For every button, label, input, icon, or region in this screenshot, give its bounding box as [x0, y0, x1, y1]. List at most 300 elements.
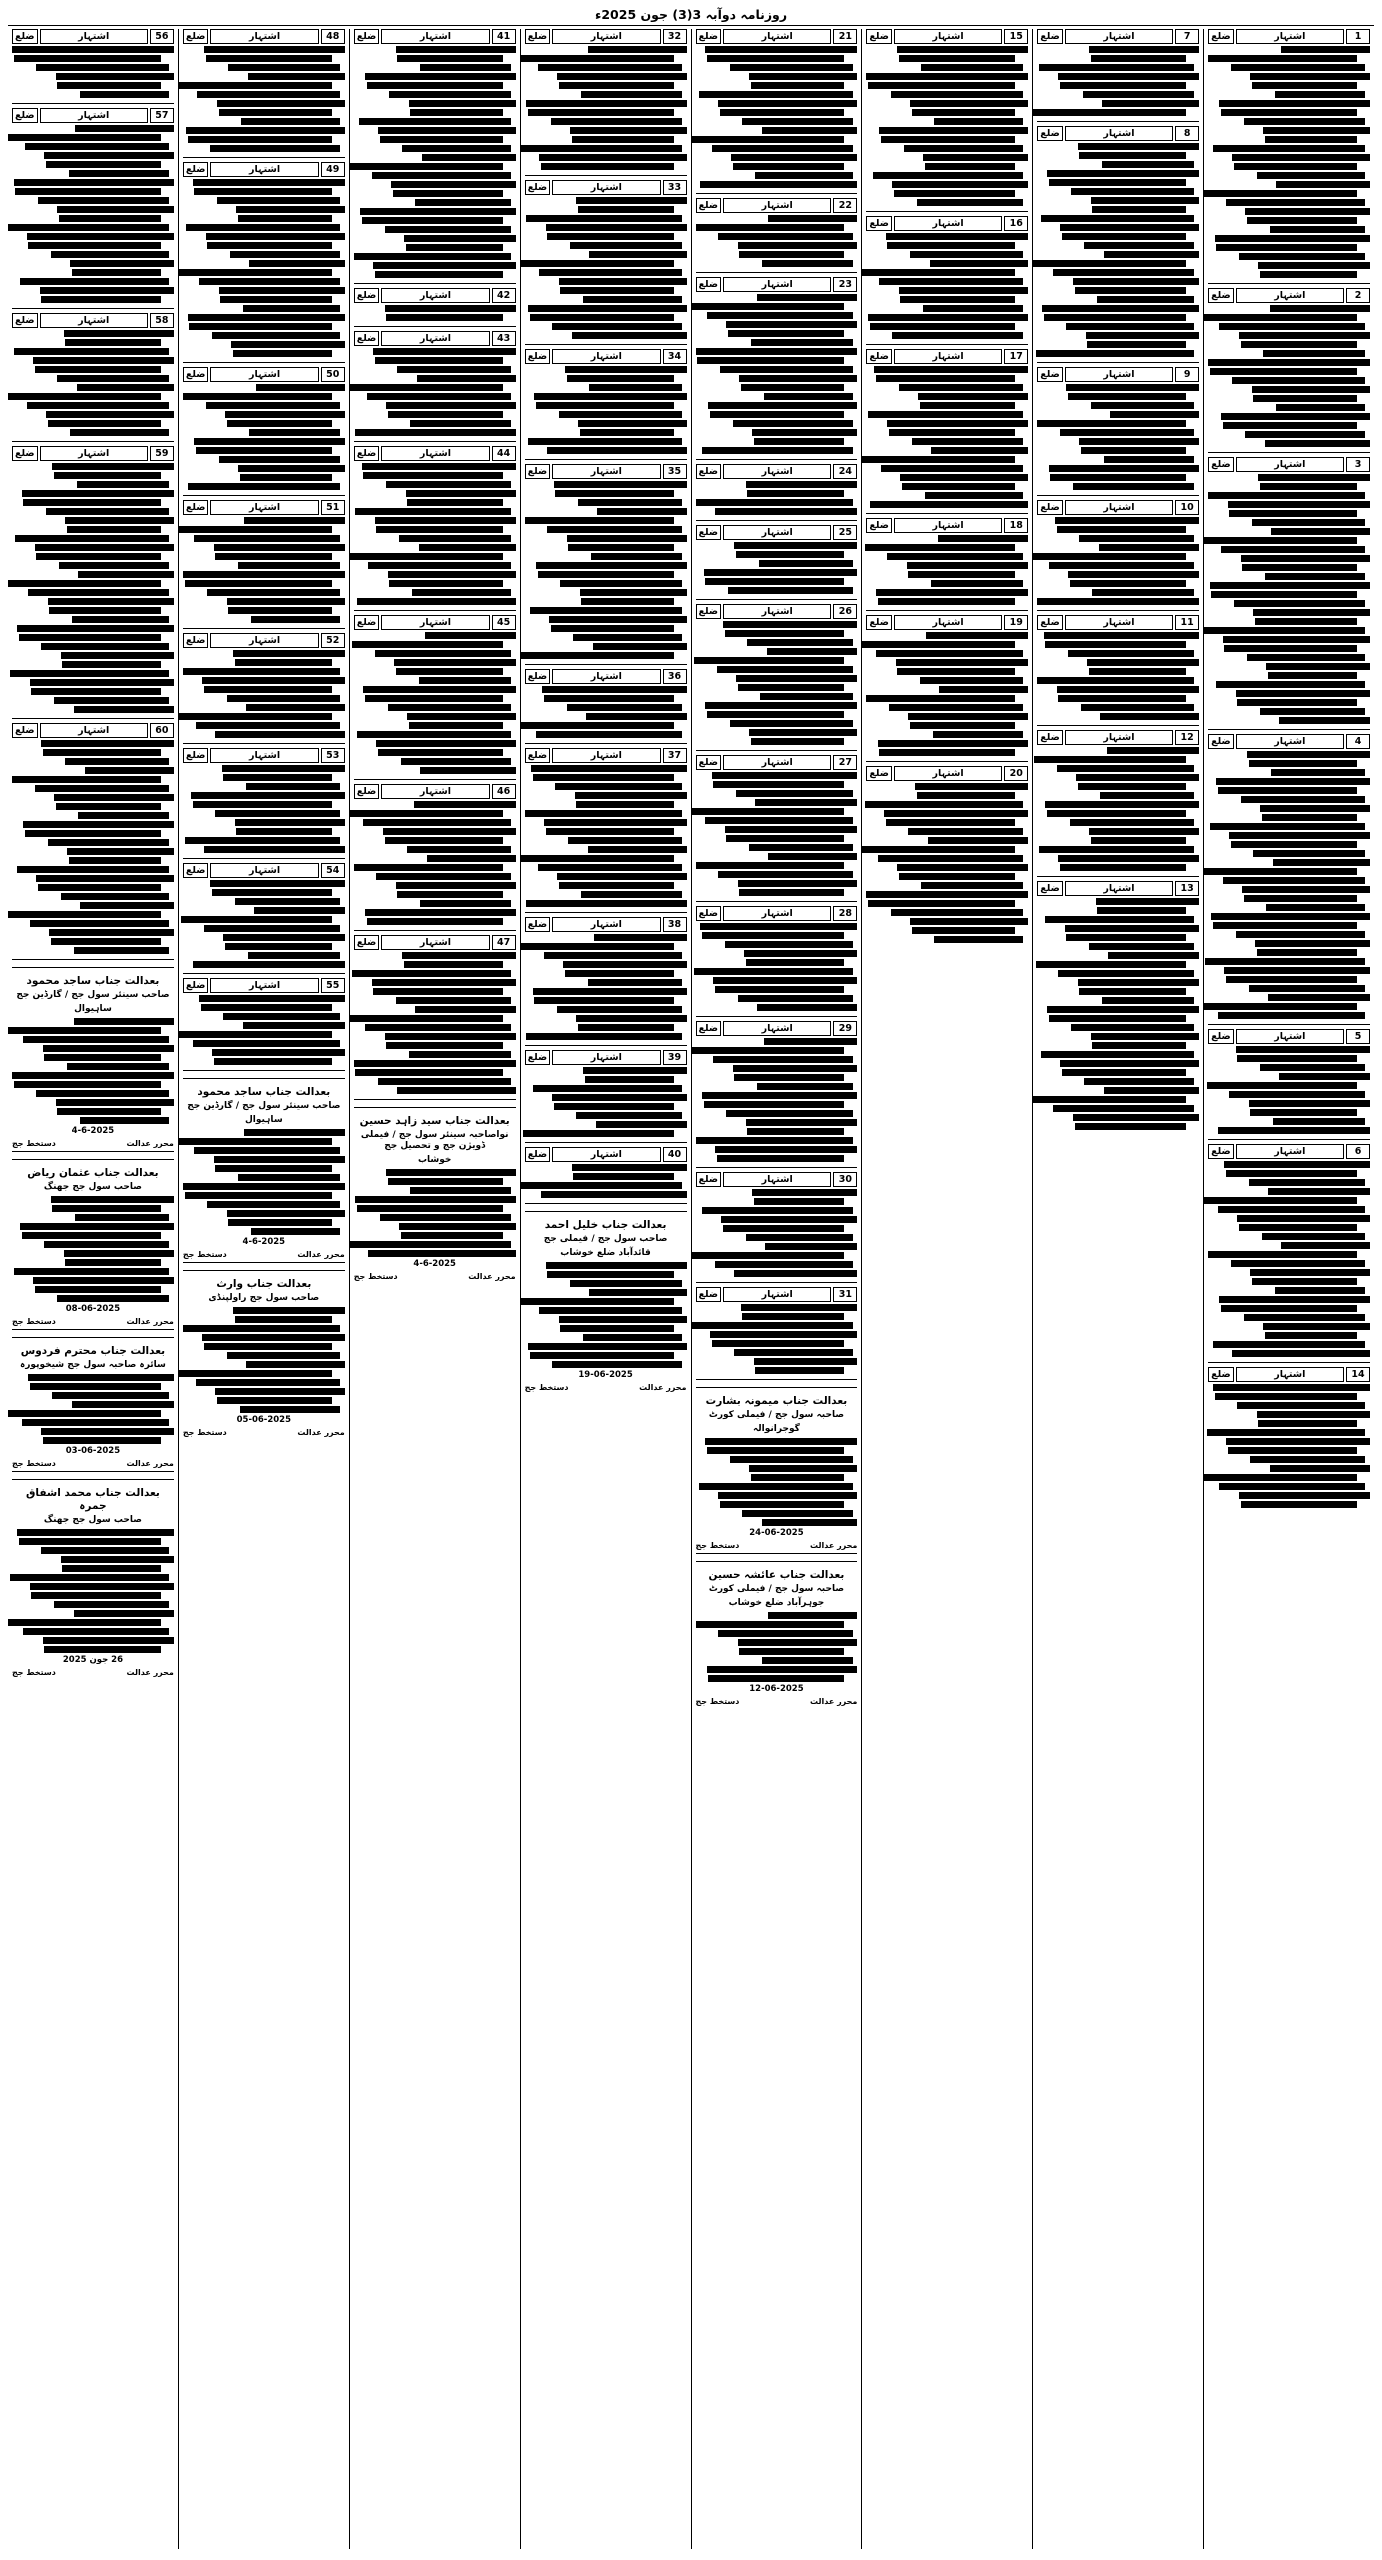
- notice-title: اشتہار: [894, 29, 1002, 44]
- redaction-bar: [215, 553, 332, 560]
- redaction-bar: [43, 1637, 174, 1644]
- notice-title: اشتہار: [723, 198, 831, 213]
- redaction-bar: [235, 898, 340, 905]
- redaction-bar: [1049, 1015, 1187, 1022]
- redaction-bar: [235, 819, 345, 826]
- redaction-bar: [49, 607, 161, 614]
- redaction-bar: [214, 1156, 345, 1163]
- redaction-bar: [222, 765, 345, 772]
- redaction-bar: [520, 1298, 674, 1305]
- notice-body: [525, 1262, 687, 1368]
- redaction-bar: [1221, 109, 1357, 116]
- redaction-bar: [1211, 913, 1370, 920]
- redaction-bar: [14, 1081, 161, 1088]
- redaction-bar: [596, 1121, 687, 1128]
- redaction-bar: [206, 402, 340, 409]
- notice-body: [696, 294, 858, 454]
- notice-number: 29: [833, 1021, 857, 1036]
- redaction-bar: [736, 551, 844, 558]
- redaction-bar: [1071, 188, 1194, 195]
- redaction-bar: [1245, 431, 1365, 438]
- redaction-bar: [1208, 1251, 1357, 1258]
- redaction-bar: [1047, 1006, 1199, 1013]
- redaction-bar: [736, 675, 857, 682]
- redaction-bar: [1032, 109, 1186, 116]
- redaction-bar: [1244, 118, 1365, 125]
- redaction-bar: [923, 154, 1028, 161]
- redaction-bar: [1078, 783, 1186, 790]
- notice-title: اشتہار: [40, 723, 148, 738]
- notice-title: اشتہار: [723, 1021, 831, 1036]
- redaction-bar: [1265, 573, 1365, 580]
- redaction-bar: [56, 1099, 174, 1106]
- notice-header: [1037, 126, 1199, 141]
- notice-header: [866, 766, 1028, 781]
- redaction-bar: [1081, 704, 1194, 711]
- redaction-bar: [1216, 244, 1357, 251]
- redaction-bar: [718, 1492, 857, 1499]
- redaction-bar: [1207, 1082, 1358, 1089]
- redaction-bar: [386, 402, 516, 409]
- redaction-bar: [56, 803, 161, 810]
- redaction-bar: [1224, 967, 1370, 974]
- redaction-bar: [1262, 814, 1358, 821]
- notice-body: [12, 463, 174, 713]
- court-judge-signature: دستخط جج: [695, 1697, 740, 1706]
- redaction-bar: [741, 1304, 858, 1311]
- notice-block: [1208, 1029, 1370, 1140]
- notice-number: 22: [833, 198, 857, 213]
- redaction-bar: [185, 837, 340, 844]
- notice-body: [183, 650, 345, 738]
- redaction-bar: [417, 375, 516, 382]
- redaction-bar: [1228, 501, 1370, 508]
- redaction-bar: [1242, 564, 1357, 571]
- redaction-bar: [397, 366, 510, 373]
- redaction-bar: [1037, 677, 1194, 684]
- notice-title: اشتہار: [40, 313, 148, 328]
- redaction-bar: [718, 233, 852, 240]
- notice-number: 13: [1175, 881, 1199, 896]
- masthead-title: روزنامہ دوآبہ 3(3) جون 2025ء: [8, 6, 1374, 26]
- notice-body: [183, 46, 345, 152]
- redaction-bar: [15, 188, 161, 195]
- redaction-bar: [749, 73, 857, 80]
- redaction-bar: [1273, 859, 1370, 866]
- redaction-bar: [725, 826, 858, 833]
- redaction-bar: [1044, 632, 1199, 639]
- redaction-bar: [547, 447, 686, 454]
- notice-header: [696, 906, 858, 921]
- notice-body: [696, 1612, 858, 1682]
- redaction-bar: [380, 136, 503, 143]
- notice-title: اشتہار: [552, 1050, 660, 1065]
- redaction-bar: [918, 393, 1028, 400]
- notice-block: [1208, 734, 1370, 1025]
- notice-header: [354, 446, 516, 461]
- redaction-bar: [8, 580, 161, 587]
- court-clerk-signature: محرر عدالت: [126, 1139, 174, 1148]
- redaction-bar: [386, 1042, 503, 1049]
- notice-body: [525, 686, 687, 738]
- redaction-bar: [1039, 64, 1194, 71]
- notice-body: [354, 46, 516, 278]
- court-clerk-signature: محرر عدالت: [126, 1459, 174, 1468]
- redaction-bar: [1060, 224, 1199, 231]
- notice-header: [12, 313, 174, 328]
- notice-body: [696, 481, 858, 515]
- redaction-bar: [74, 1018, 174, 1025]
- redaction-bar: [185, 1192, 332, 1199]
- redaction-bar: [762, 1657, 853, 1664]
- redaction-bar: [912, 109, 1016, 116]
- notice-block: [1037, 126, 1199, 363]
- redaction-bar: [80, 902, 174, 909]
- notice-number: 9: [1175, 367, 1199, 382]
- redaction-bar: [581, 891, 681, 898]
- redaction-bar: [1223, 636, 1370, 643]
- redaction-bar: [1079, 988, 1186, 995]
- redaction-bar: [19, 1538, 161, 1545]
- redaction-bar: [1203, 314, 1357, 321]
- notice-number: 41: [492, 29, 516, 44]
- redaction-bar: [878, 740, 1029, 747]
- redaction-bar: [75, 1214, 169, 1221]
- redaction-bar: [388, 704, 511, 711]
- redaction-bar: [186, 127, 345, 134]
- court-judge-signature: دستخط جج: [12, 1668, 56, 1677]
- redaction-bar: [1266, 904, 1365, 911]
- redaction-bar: [52, 1392, 169, 1399]
- redaction-bar: [1247, 654, 1365, 661]
- redaction-bar: [730, 64, 853, 71]
- notice-block: [525, 748, 687, 913]
- redaction-bar: [235, 659, 332, 666]
- court-clerk-signature: محرر عدالت: [126, 1668, 174, 1677]
- redaction-bar: [238, 562, 340, 569]
- redaction-bar: [696, 499, 853, 506]
- notice-block: [183, 978, 345, 1071]
- redaction-bar: [376, 740, 515, 747]
- court-clerk-signature: محرر عدالت: [639, 1383, 687, 1392]
- redaction-bar: [560, 287, 673, 294]
- redaction-bar: [1271, 769, 1365, 776]
- notice-district: ضلع: [696, 1021, 722, 1036]
- redaction-bar: [879, 278, 1023, 285]
- notice-district: ضلع: [1208, 288, 1234, 303]
- notice-body: [183, 765, 345, 853]
- notice-body: [696, 1304, 858, 1374]
- redaction-bar: [541, 163, 674, 170]
- notice-title: اشتہار: [552, 180, 660, 195]
- notice-header: [12, 723, 174, 738]
- redaction-bar: [20, 1223, 174, 1230]
- redaction-bar: [699, 1483, 853, 1490]
- redaction-bar: [409, 1051, 511, 1058]
- redaction-bar: [1273, 1118, 1365, 1125]
- notice-block: [1037, 881, 1199, 1135]
- redaction-bar: [57, 1108, 161, 1115]
- notice-district: ضلع: [866, 518, 892, 533]
- notice-block: [525, 917, 687, 1046]
- redaction-bar: [375, 650, 511, 657]
- notice-header: [12, 29, 174, 44]
- redaction-bar: [206, 55, 332, 62]
- redaction-bar: [36, 1090, 169, 1097]
- court-location: قائدآباد ضلع خوشاب: [560, 1248, 651, 1258]
- redaction-bar: [1102, 100, 1199, 107]
- notice-district: ضلع: [12, 29, 38, 44]
- redaction-bar: [749, 729, 857, 736]
- redaction-bar: [691, 808, 845, 815]
- redaction-bar: [236, 828, 332, 835]
- redaction-bar: [697, 357, 844, 364]
- notice-block: [525, 1147, 687, 1204]
- redaction-bar: [23, 1628, 169, 1635]
- redaction-bar: [1262, 1233, 1366, 1240]
- redaction-bar: [193, 1040, 340, 1047]
- redaction-bar: [378, 1078, 511, 1085]
- redaction-bar: [1249, 1179, 1366, 1186]
- redaction-bar: [30, 1583, 174, 1590]
- redaction-bar: [878, 855, 1024, 862]
- notice-header: [525, 180, 687, 195]
- redaction-bar: [1037, 598, 1199, 605]
- redaction-bar: [1060, 429, 1194, 436]
- redaction-bar: [407, 499, 503, 506]
- notice-number: 4: [1346, 734, 1370, 749]
- redaction-bar: [1221, 546, 1365, 553]
- notice-block: [12, 723, 174, 960]
- redaction-bar: [185, 580, 332, 587]
- columns-container: [8, 29, 1374, 2549]
- redaction-bar: [362, 463, 516, 470]
- redaction-bar: [1234, 163, 1357, 170]
- redaction-bar: [567, 535, 687, 542]
- redaction-bar: [528, 1343, 687, 1350]
- redaction-bar: [23, 499, 161, 506]
- redaction-bar: [1092, 1042, 1186, 1049]
- notice-number: 5: [1346, 1029, 1370, 1044]
- redaction-bar: [1231, 64, 1365, 71]
- redaction-bar: [1219, 100, 1370, 107]
- redaction-bar: [28, 589, 169, 596]
- redaction-bar: [1096, 898, 1200, 905]
- redaction-bar: [67, 848, 174, 855]
- redaction-bar: [1049, 465, 1200, 472]
- court-date: 05-06-2025: [236, 1415, 291, 1425]
- notice-body: [183, 995, 345, 1065]
- notice-district: ضلع: [525, 1050, 551, 1065]
- notice-body: [354, 632, 516, 774]
- court-location: جوہرآباد ضلع خوشاب: [728, 1598, 825, 1608]
- notice-body: [183, 384, 345, 490]
- notice-body: [696, 923, 858, 1011]
- redaction-bar: [544, 819, 686, 826]
- redaction-bar: [1260, 708, 1365, 715]
- redaction-bar: [365, 1024, 511, 1031]
- redaction-bar: [907, 562, 1028, 569]
- notice-body: [525, 934, 687, 1040]
- notice-header: [1037, 730, 1199, 745]
- notice-body: [696, 1189, 858, 1277]
- notice-block: [696, 1172, 858, 1283]
- redaction-bar: [244, 1129, 344, 1136]
- redaction-bar: [178, 1370, 332, 1377]
- redaction-bar: [746, 481, 858, 488]
- notice-district: ضلع: [354, 784, 380, 799]
- redaction-bar: [694, 657, 845, 664]
- court-location: گوجرانوالہ: [753, 1424, 800, 1434]
- redaction-bar: [1219, 1296, 1370, 1303]
- redaction-bar: [920, 677, 1024, 684]
- court-judge-signature: دستخط جج: [695, 1541, 740, 1550]
- notice-body: [525, 197, 687, 339]
- notice-body: [866, 46, 1028, 206]
- redaction-bar: [363, 819, 510, 826]
- notice-body: [1037, 143, 1199, 357]
- redaction-bar: [908, 571, 1015, 578]
- redaction-bar: [707, 55, 845, 62]
- redaction-bar: [1247, 217, 1357, 224]
- redaction-bar: [64, 1250, 174, 1257]
- notice-block: [1037, 730, 1199, 877]
- redaction-bar: [691, 136, 845, 143]
- redaction-bar: [1091, 55, 1187, 62]
- redaction-bar: [396, 997, 511, 1004]
- redaction-bar: [48, 420, 161, 427]
- notice-district: ضلع: [354, 29, 380, 44]
- redaction-bar: [196, 447, 332, 454]
- redaction-bar: [1229, 832, 1370, 839]
- redaction-bar: [931, 580, 1023, 587]
- redaction-bar: [376, 526, 502, 533]
- notice-block: [525, 180, 687, 345]
- redaction-bar: [1218, 1206, 1365, 1213]
- notice-number: 54: [321, 863, 345, 878]
- redaction-bar: [1091, 402, 1195, 409]
- redaction-bar: [1215, 235, 1370, 242]
- notice-block: [696, 906, 858, 1017]
- redaction-bar: [902, 483, 1015, 490]
- notice-header: [12, 446, 174, 461]
- redaction-bar: [357, 1205, 503, 1212]
- redaction-bar: [738, 880, 858, 887]
- redaction-bar: [1068, 571, 1199, 578]
- redaction-bar: [30, 1383, 161, 1390]
- redaction-bar: [1276, 404, 1365, 411]
- redaction-bar: [533, 1085, 682, 1092]
- redaction-bar: [1081, 447, 1186, 454]
- redaction-bar: [78, 812, 169, 819]
- redaction-bar: [376, 873, 510, 880]
- redaction-bar: [1213, 1341, 1365, 1348]
- redaction-bar: [762, 260, 853, 267]
- redaction-bar: [1086, 332, 1199, 339]
- redaction-bar: [1203, 190, 1357, 197]
- redaction-bar: [227, 1352, 340, 1359]
- redaction-bar: [373, 348, 515, 355]
- redaction-bar: [586, 713, 686, 720]
- notice-header: [1037, 881, 1199, 896]
- notice-body: [12, 1196, 174, 1302]
- redaction-bar: [75, 125, 174, 132]
- redaction-bar: [533, 774, 674, 781]
- redaction-bar: [367, 393, 511, 400]
- redaction-bar: [217, 100, 345, 107]
- redaction-bar: [196, 1379, 340, 1386]
- notice-title: اشتہار: [381, 784, 489, 799]
- redaction-bar: [1203, 537, 1357, 544]
- redaction-bar: [725, 941, 853, 948]
- redaction-bar: [373, 988, 503, 995]
- redaction-bar: [546, 828, 674, 835]
- notice-block: [354, 29, 516, 284]
- redaction-bar: [54, 697, 169, 704]
- redaction-bar: [228, 1219, 332, 1226]
- redaction-bar: [861, 269, 1015, 276]
- redaction-bar: [410, 1187, 510, 1194]
- notice-body: [12, 125, 174, 303]
- notice-district: ضلع: [866, 349, 892, 364]
- notice-district: ضلع: [183, 978, 209, 993]
- notice-district: ضلع: [183, 748, 209, 763]
- redaction-bar: [352, 970, 511, 977]
- notice-body: [696, 772, 858, 896]
- court-date: 4-6-2025: [413, 1259, 456, 1269]
- redaction-bar: [910, 100, 1028, 107]
- redaction-bar: [538, 64, 682, 71]
- newspaper-column-1: [1203, 29, 1374, 2549]
- redaction-bar: [538, 864, 682, 871]
- redaction-bar: [870, 501, 1029, 508]
- notice-number: 44: [492, 446, 516, 461]
- redaction-bar: [1076, 774, 1199, 781]
- notice-title: اشتہار: [210, 633, 318, 648]
- notice-number: 51: [321, 500, 345, 515]
- notice-body: [183, 1129, 345, 1235]
- court-signature-row: [525, 1383, 687, 1392]
- redaction-bar: [705, 578, 844, 585]
- redaction-bar: [183, 668, 340, 675]
- redaction-bar: [559, 82, 674, 89]
- notice-header: [183, 748, 345, 763]
- court-notice-block: [696, 1561, 858, 1709]
- redaction-bar: [891, 909, 1024, 916]
- redaction-bar: [197, 91, 339, 98]
- redaction-bar: [1244, 1314, 1365, 1321]
- redaction-bar: [217, 197, 340, 204]
- redaction-bar: [1062, 233, 1187, 240]
- redaction-bar: [1089, 668, 1186, 675]
- redaction-bar: [389, 580, 502, 587]
- redaction-bar: [899, 55, 1016, 62]
- redaction-bar: [1084, 242, 1194, 249]
- redaction-bar: [696, 224, 845, 231]
- redaction-bar: [204, 686, 332, 693]
- redaction-bar: [536, 731, 682, 738]
- redaction-bar: [581, 598, 673, 605]
- notice-title: اشتہار: [723, 1172, 831, 1187]
- redaction-bar: [730, 1456, 853, 1463]
- redaction-bar: [1281, 1242, 1370, 1249]
- redaction-bar: [1104, 251, 1200, 258]
- redaction-bar: [1275, 1287, 1366, 1294]
- redaction-bar: [549, 616, 687, 623]
- redaction-bar: [412, 589, 511, 596]
- redaction-bar: [751, 82, 845, 89]
- redaction-bar: [886, 233, 1028, 240]
